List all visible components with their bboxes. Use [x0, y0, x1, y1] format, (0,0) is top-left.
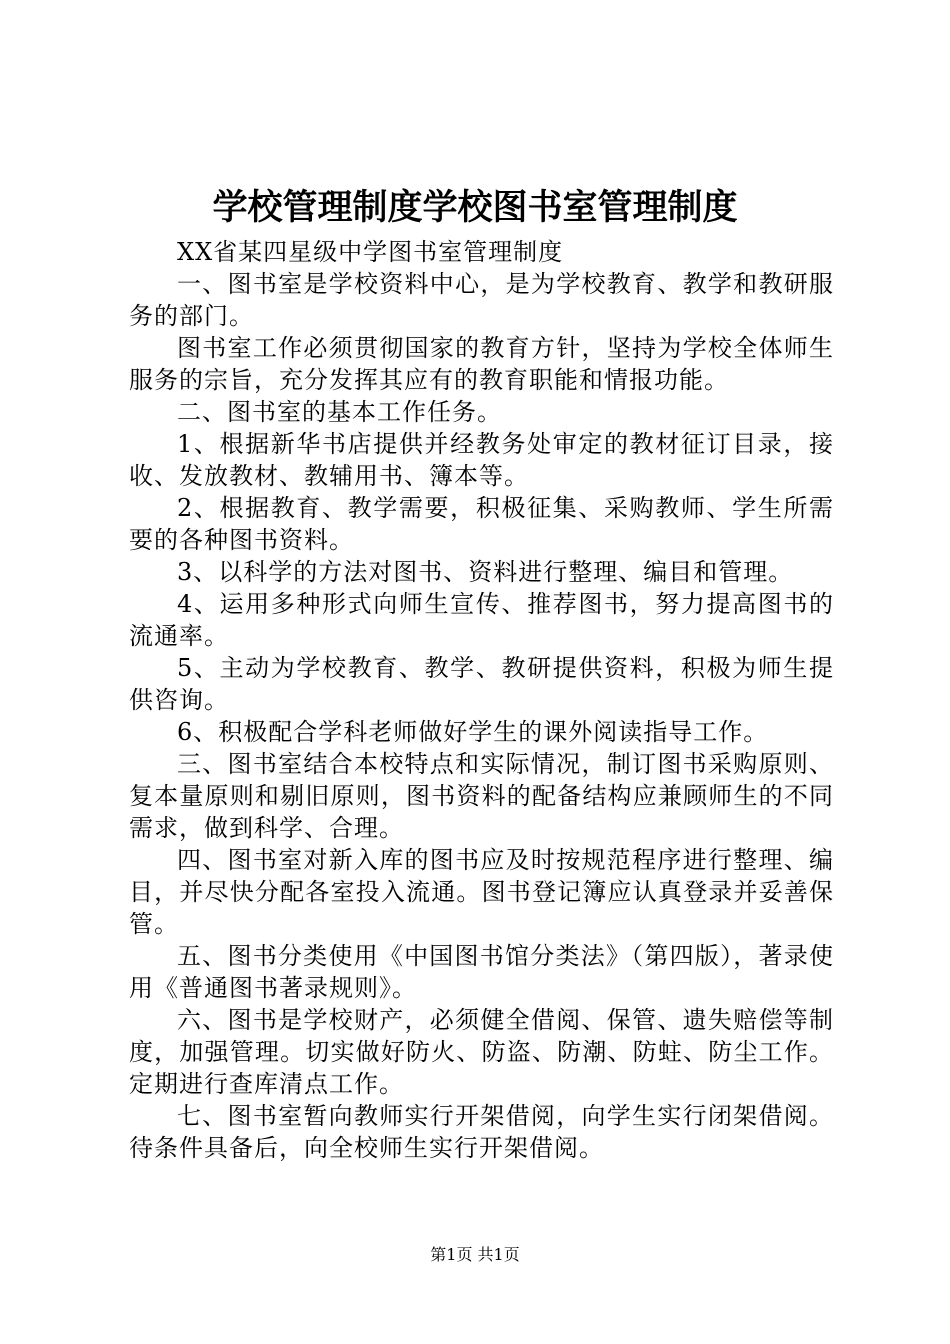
paragraph-section-7: 七、图书室暂向教师实行开架借阅，向学生实行闭架借阅。待条件具备后，向全校师生实行开架借阅。 [129, 1102, 834, 1162]
paragraph-task-2: 2、根据教育、教学需要，积极征集、采购教师、学生所需要的各种图书资料。 [129, 494, 834, 554]
document-title: 学校管理制度学校图书室管理制度 [212, 187, 738, 228]
paragraph-task-3: 3、以科学的方法对图书、资料进行整理、编目和管理。 [177, 558, 794, 586]
paragraph-section-5: 五、图书分类使用《中国图书馆分类法》（第四版），著录使用《普通图书著录规则》。 [129, 942, 834, 1002]
paragraph-section-6: 六、图书是学校财产，必须健全借阅、保管、遗失赔偿等制度，加强管理。切实做好防火、防盗、防潮、防蛀、防尘工作。定期进行查库清点工作。 [129, 1006, 834, 1098]
paragraph-task-5: 5、主动为学校教育、教学、教研提供资料，积极为师生提供咨询。 [129, 654, 834, 714]
paragraph-section-1: 一、图书室是学校资料中心，是为学校教育、教学和教研服务的部门。 [129, 270, 834, 330]
paragraph-task-1: 1、根据新华书店提供并经教务处审定的教材征订目录，接收、发放教材、教辅用书、簿本等。 [129, 430, 834, 490]
paragraph-task-4: 4、运用多种形式向师生宣传、推荐图书，努力提高图书的流通率。 [129, 590, 834, 650]
page-footer: 第1页 共1页 [430, 1245, 520, 1264]
paragraph-section-2: 二、图书室的基本工作任务。 [177, 398, 502, 426]
paragraph-subtitle: XX省某四星级中学图书室管理制度 [177, 238, 564, 266]
paragraph-section-3: 三、图书室结合本校特点和实际情况，制订图书采购原则、复本量原则和剔旧原则，图书资料的配备结构应兼顾师生的不同需求，做到科学、合理。 [129, 750, 834, 842]
document-body [129, 236, 834, 1164]
paragraph-task-6: 6、积极配合学科老师做好学生的课外阅读指导工作。 [177, 718, 769, 746]
paragraph-guideline: 图书室工作必须贯彻国家的教育方针，坚持为学校全体师生服务的宗旨，充分发挥其应有的教育职能和情报功能。 [129, 334, 834, 394]
paragraph-section-4: 四、图书室对新入库的图书应及时按规范程序进行整理、编目，并尽快分配各室投入流通。图书登记簿应认真登录并妥善保管。 [129, 846, 834, 938]
